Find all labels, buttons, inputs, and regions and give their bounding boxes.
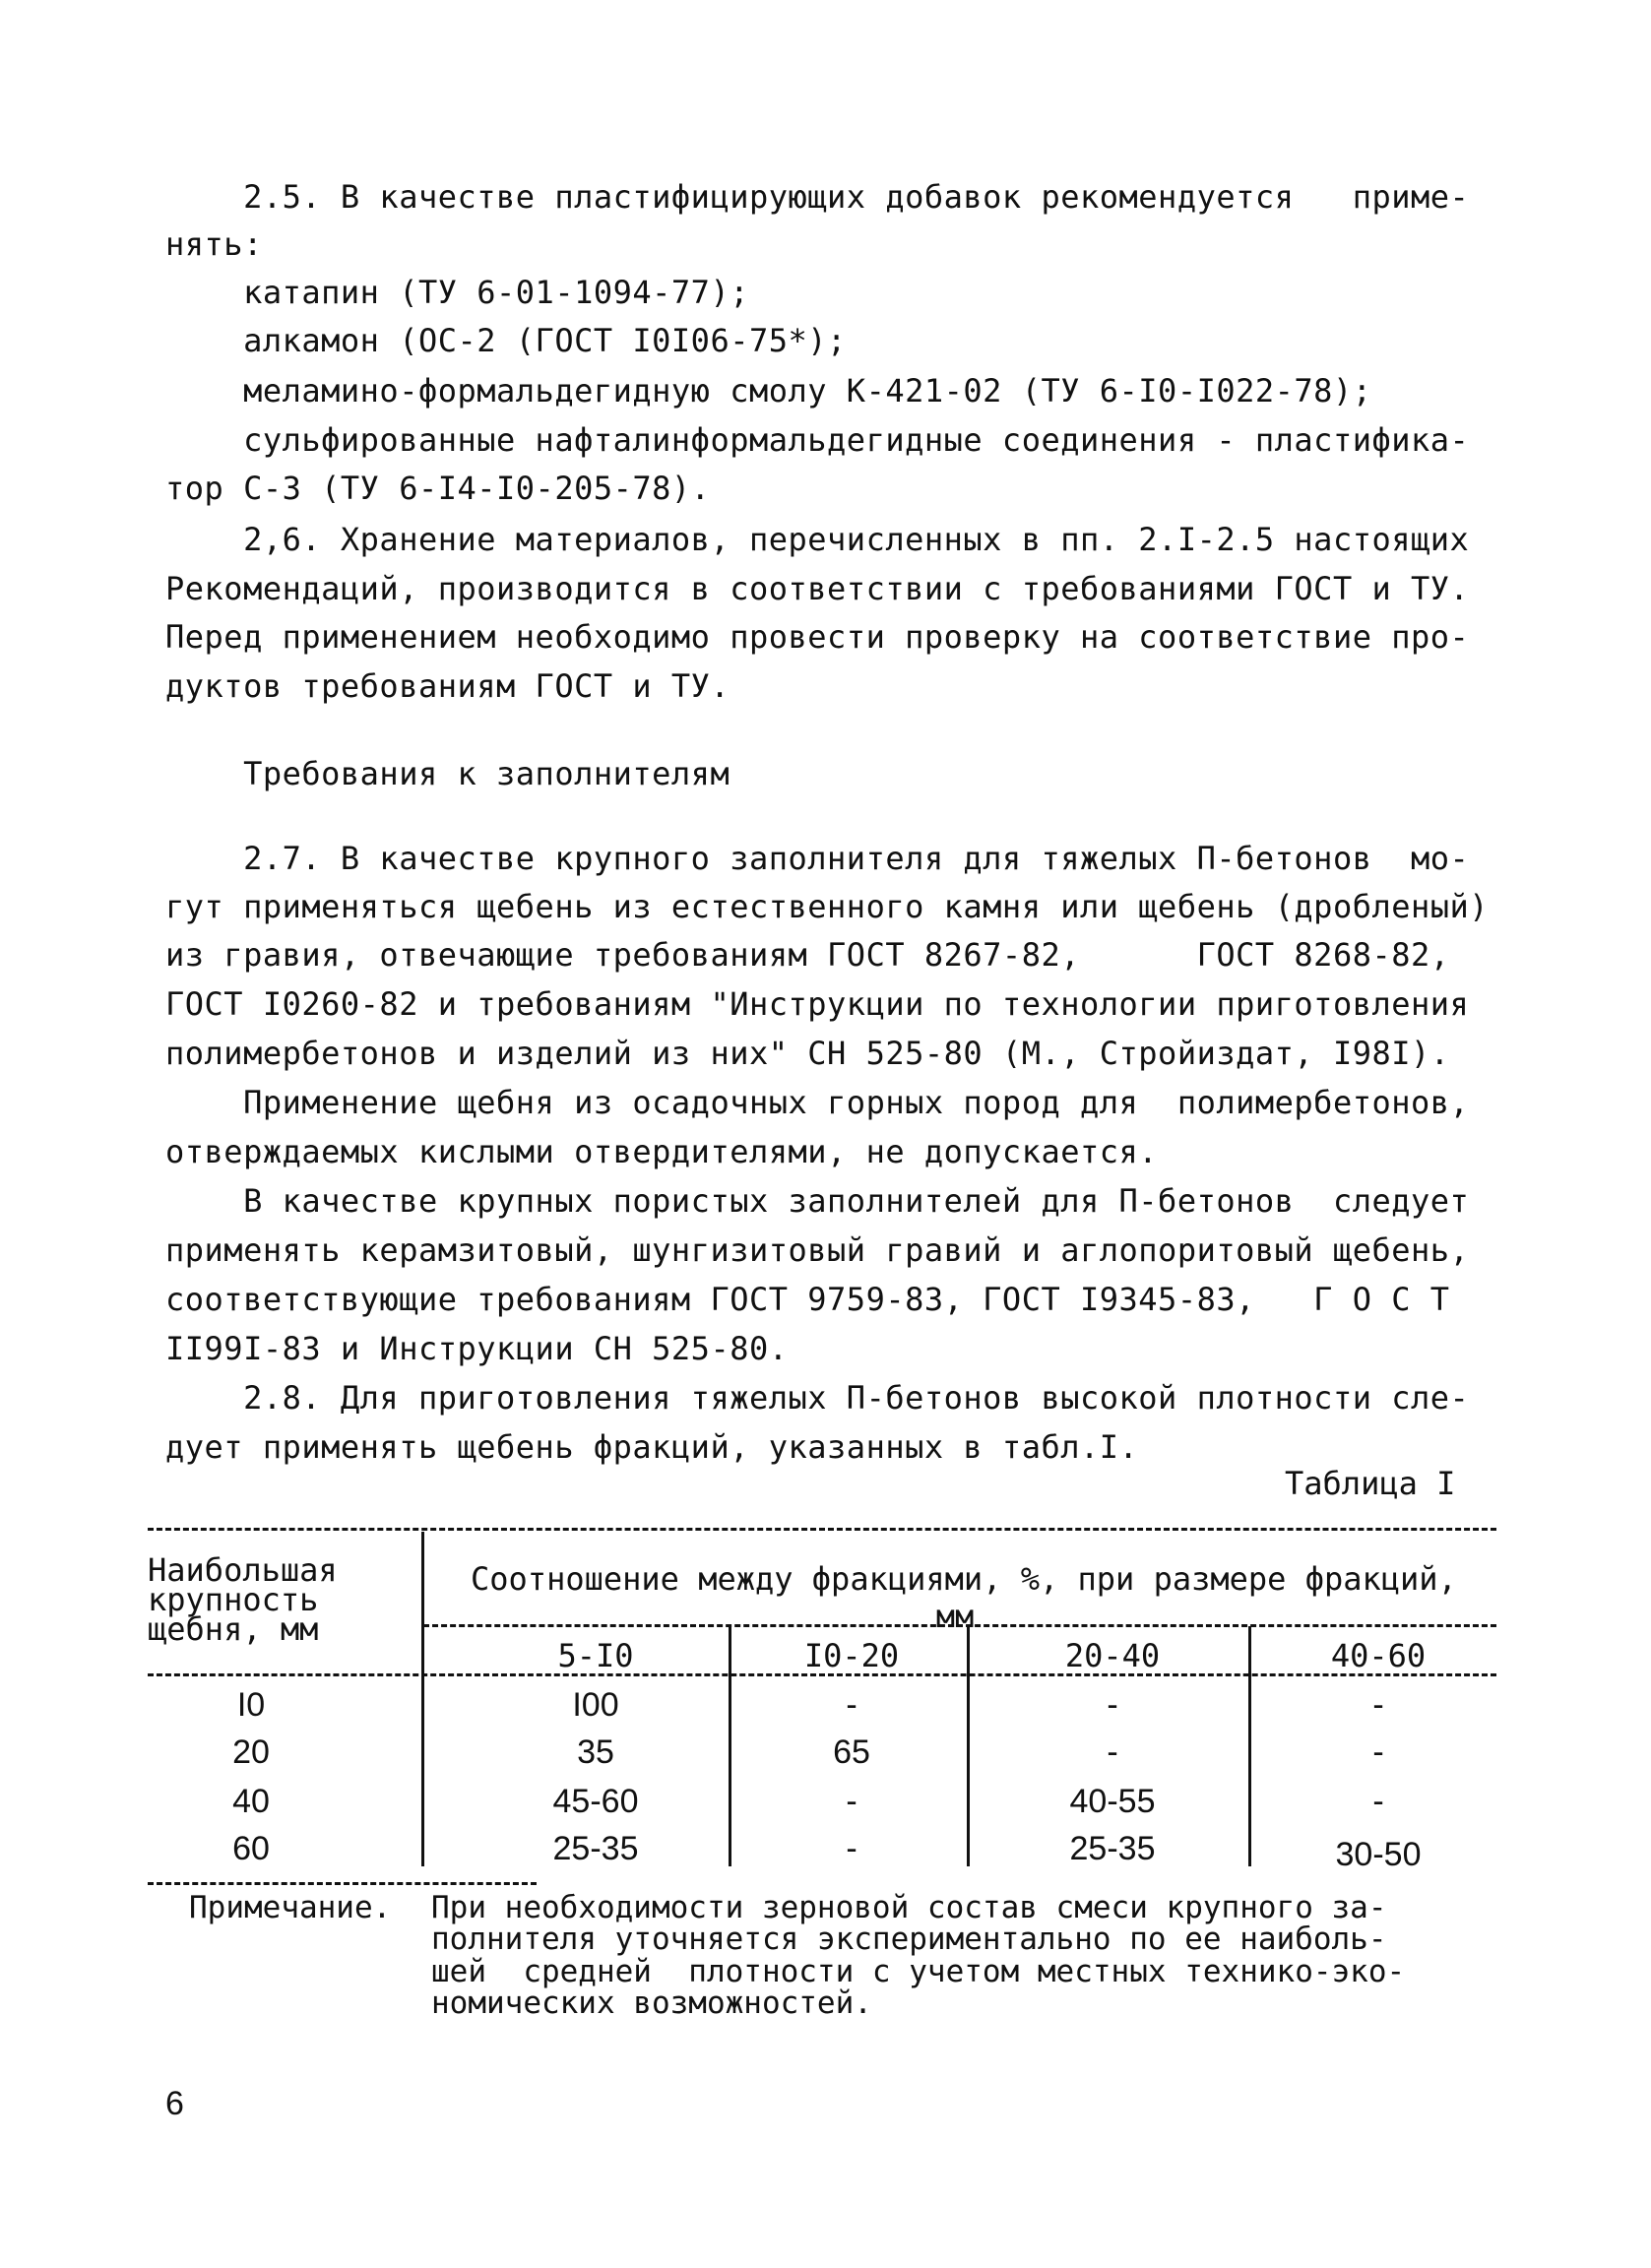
- p25-line-5: меламино-формальдегидную смолу К-421-02 (ТУ 6-I0-I022-78);: [165, 372, 1372, 410]
- note-line-2: полнителя уточняется экспериментально по ее наиболь-: [431, 1922, 1387, 1957]
- p28-line-1: 2.8. Для приготовления тяжелых П-бетонов высокой плотности сле-: [165, 1379, 1470, 1417]
- cell-size: 40: [232, 1783, 270, 1820]
- cell-5-10: 35: [577, 1733, 614, 1771]
- cell-20-40: -: [1107, 1733, 1118, 1771]
- p27-line-9: применять керамзитовый, шунгизитовый гравий и аглопоритовый щебень,: [165, 1231, 1470, 1269]
- cell-size: I0: [236, 1686, 266, 1724]
- cell-5-10: 25-35: [552, 1830, 639, 1867]
- cell-20-40: -: [1107, 1686, 1118, 1724]
- cell-20-40: 25-35: [1069, 1830, 1156, 1867]
- table-vline-1: [421, 1532, 424, 1866]
- p25-line-2: нять:: [165, 225, 263, 263]
- p27-line-6: Применение щебня из осадочных горных пород для полимербетонов,: [165, 1084, 1470, 1121]
- note-line-3: шей средней плотности с учетом местных технико-эко-: [431, 1954, 1406, 1989]
- cell-5-10: I00: [572, 1686, 619, 1724]
- table-vline-2: [729, 1626, 731, 1866]
- cell-10-20: -: [846, 1783, 857, 1820]
- column-header-10-20: I0-20: [803, 1637, 900, 1674]
- cell-40-60: -: [1372, 1733, 1384, 1771]
- p26-line-1: 2,6. Хранение материалов, перечисленных в пп. 2.I-2.5 настоящих: [165, 521, 1470, 558]
- p27-line-11: II99I-83 и Инструкции СН 525-80.: [165, 1330, 789, 1367]
- cell-10-20: 65: [833, 1733, 870, 1771]
- p28-line-2: дует применять щебень фракций, указанных в табл.I.: [165, 1428, 1139, 1466]
- p27-line-1: 2.7. В качестве крупного заполнителя для тяжелых П-бетонов мо-: [165, 840, 1470, 877]
- cell-10-20: -: [846, 1686, 857, 1724]
- cell-40-60: 30-50: [1335, 1836, 1422, 1873]
- table-caption: Таблица I: [1285, 1465, 1456, 1502]
- p25-line-7: тор С-3 (ТУ 6-I4-I0-205-78).: [165, 470, 711, 507]
- p27-line-10: соответствующие требованиям ГОСТ 9759-83, ГОСТ I9345-83, Г О С Т: [165, 1281, 1450, 1318]
- p27-line-4: ГОСТ I0260-82 и требованиям "Инструкции по технологии приготовления: [165, 985, 1470, 1023]
- p25-line-3: катапин (ТУ 6-01-1094-77);: [165, 274, 749, 311]
- cell-10-20: -: [846, 1830, 857, 1867]
- table-vline-3: [967, 1626, 970, 1866]
- row-header-line-3: щебня, мм: [148, 1610, 319, 1648]
- page-number: 6: [165, 2085, 184, 2122]
- table-bottom-rule: [148, 1882, 537, 1885]
- group-unit: мм: [935, 1598, 975, 1635]
- column-header-5-10: 5-I0: [557, 1637, 634, 1674]
- note-line-1: При необходимости зерновой состав смеси крупного за-: [431, 1890, 1387, 1925]
- cell-size: 60: [232, 1830, 270, 1867]
- p26-line-3: Перед применением необходимо провести проверку на соответствие про-: [165, 618, 1470, 656]
- cell-5-10: 45-60: [552, 1783, 639, 1820]
- row-header-line-1: Наибольшая: [148, 1551, 338, 1589]
- note-label: Примечание.: [189, 1890, 392, 1925]
- section-heading: Требования к заполнителям: [165, 755, 730, 792]
- p27-line-7: отверждаемых кислыми отвердителями, не допускается.: [165, 1133, 1159, 1170]
- cell-40-60: -: [1372, 1686, 1384, 1724]
- p25-line-1: 2.5. В качестве пластифицирующих добавок рекомендуется приме-: [165, 178, 1470, 216]
- row-header-line-2: крупность: [148, 1581, 319, 1618]
- p27-line-8: В качестве крупных пористых заполнителей для П-бетонов следует: [165, 1182, 1470, 1220]
- p25-line-4: алкамон (ОС-2 (ГОСТ I0I06-75*);: [165, 322, 847, 359]
- cell-size: 20: [232, 1733, 270, 1771]
- column-header-20-40: 20-40: [1064, 1637, 1161, 1674]
- group-header: Соотношение между фракциями, %, при размере фракций,: [471, 1560, 1457, 1598]
- note-line-4: номических возможностей.: [431, 1985, 872, 2021]
- table-top-rule: [148, 1528, 1496, 1531]
- p26-line-4: дуктов требованиям ГОСТ и ТУ.: [165, 667, 730, 705]
- p27-line-3: из гравия, отвечающие требованиям ГОСТ 8267-82, ГОСТ 8268-82,: [165, 936, 1450, 974]
- p27-line-5: полимербетонов и изделий из них" СН 525-80 (М., Стройиздат, I98I).: [165, 1035, 1450, 1072]
- table-vline-4: [1248, 1626, 1251, 1866]
- cell-40-60: -: [1372, 1783, 1384, 1820]
- p26-line-2: Рекомендаций, производится в соответствии с требованиями ГОСТ и ТУ.: [165, 570, 1470, 607]
- cell-20-40: 40-55: [1069, 1783, 1156, 1820]
- column-header-40-60: 40-60: [1330, 1637, 1427, 1674]
- p27-line-2: гут применяться щебень из естественного камня или щебень (дробленый): [165, 888, 1490, 925]
- p25-line-6: сульфированные нафталинформальдегидные соединения - пластифика-: [165, 421, 1470, 459]
